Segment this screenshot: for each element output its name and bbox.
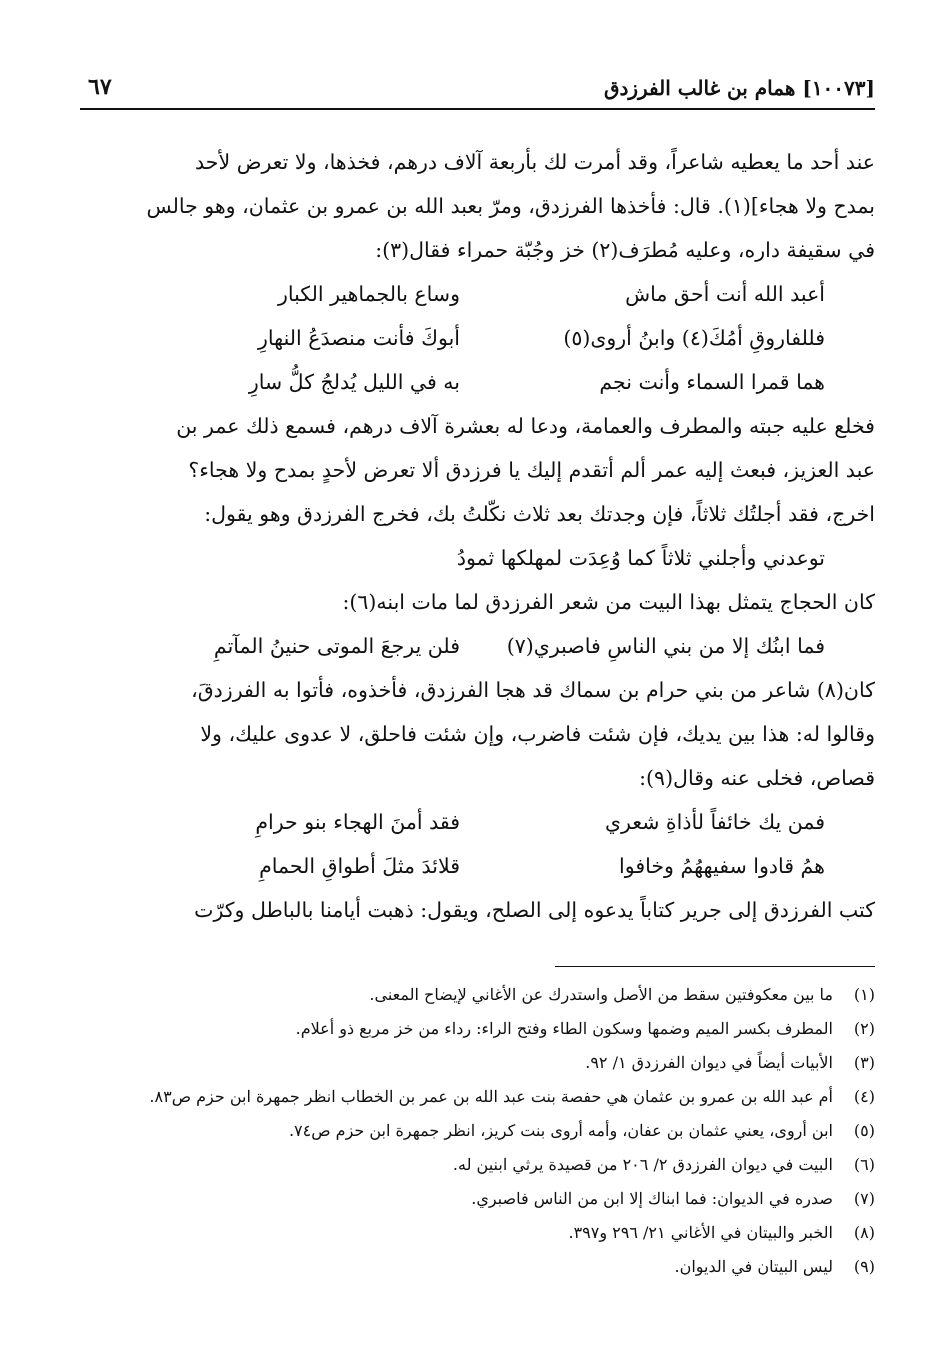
paragraph-line: فخلع عليه جبته والمطرف والعمامة، ودعا له بعشرة آلاف درهم، فسمع ذلك عمر بن bbox=[176, 414, 875, 438]
verse-second-hemistich: أبوكَ فأنت منصدَعُ النهارِ bbox=[258, 326, 460, 350]
running-title: [١٠٠٧٣] همام بن غالب الفرزدق bbox=[603, 76, 875, 100]
verse-second-hemistich: وساع بالجماهير الكبار bbox=[277, 282, 460, 306]
paragraph-line: وقالوا له: هذا بين يديك، فإن شئت فاضرب، وإن شئت فاحلق، لا عدوى عليك، ولا bbox=[200, 722, 875, 746]
footnotes bbox=[75, 978, 875, 1284]
footnote bbox=[75, 1182, 875, 1216]
footnote-number: (٣) bbox=[853, 1053, 875, 1072]
verse-second-hemistich: به في الليل يُدلجُ كلُّ سارِ bbox=[248, 370, 460, 394]
footnote-number: (٥) bbox=[853, 1121, 875, 1140]
footnote bbox=[75, 1148, 875, 1182]
footnote-number: (٤) bbox=[853, 1087, 875, 1106]
footnote-number: (١) bbox=[853, 985, 875, 1004]
verse-second-hemistich: قلائدَ مثلَ أطواقِ الحمامِ bbox=[259, 854, 460, 878]
verse-second-hemistich: فقد أمنَ الهجاء بنو حرامِ bbox=[255, 810, 460, 834]
main-text bbox=[80, 140, 875, 932]
footnote-text: ليس البيتان في الديوان. bbox=[674, 1257, 833, 1276]
verse-line bbox=[80, 272, 875, 316]
footnote-text: المطرف بكسر الميم وضمها وسكون الطاء وفتح الراء: رداء من خز مربع ذو أعلام. bbox=[295, 1019, 833, 1038]
footnote bbox=[75, 1114, 875, 1148]
verse-line bbox=[80, 360, 875, 404]
footnote-text: الأبيات أيضاً في ديوان الفرزدق ١/ ٩٢. bbox=[585, 1053, 833, 1072]
page-number: ٦٧ bbox=[88, 74, 112, 100]
verse-line bbox=[80, 800, 875, 844]
footnote bbox=[75, 1250, 875, 1284]
verse-line: توعدني وأجلني ثلاثاً كما وُعِدَت لمهلكها ثمودُ bbox=[456, 546, 825, 570]
footnote-text: أم عبد الله بن عمرو بن عثمان هي حفصة بنت عبد الله بن عمر بن الخطاب انظر جمهرة ابن حزم ص٨٣. bbox=[149, 1087, 833, 1106]
paragraph-line: في سقيفة داره، وعليه مُطرَف(٢) خز وجُبّة حمراء فقال(٣): bbox=[375, 238, 875, 262]
verse-second-hemistich: فلن يرجعَ الموتى حنينُ المآتمِ bbox=[213, 634, 460, 658]
verse-first-hemistich: فمن يك خائفاً لأذاةِ شعري bbox=[604, 810, 825, 834]
paragraph-line: عند أحد ما يعطيه شاعراً، وقد أمرت لك بأربعة آلاف درهم، فخذها، ولا تعرض لأحد bbox=[195, 150, 875, 174]
paragraph-line: كان(٨) شاعر من بني حرام بن سماك قد هجا الفرزدق، فأخذوه، فأتوا به الفرزدقَ، bbox=[191, 678, 875, 702]
footnote-number: (٨) bbox=[853, 1223, 875, 1242]
footnote-text: البيت في ديوان الفرزدق ٢/ ٢٠٦ من قصيدة يرثي ابنين له. bbox=[452, 1155, 833, 1174]
paragraph-line: كان الحجاج يتمثل بهذا البيت من شعر الفرزدق لما مات ابنه(٦): bbox=[342, 590, 875, 614]
footnote-text: الخبر والبيتان في الأغاني ٢١/ ٢٩٦ و٣٩٧. bbox=[568, 1223, 833, 1242]
verse-first-hemistich: هما قمرا السماء وأنت نجم bbox=[599, 370, 825, 394]
verse-line bbox=[80, 844, 875, 888]
footnote-number: (٩) bbox=[853, 1257, 875, 1276]
verse-line bbox=[80, 624, 875, 668]
footnote-text: ما بين معكوفتين سقط من الأصل واستدرك عن الأغاني لإيضاح المعنى. bbox=[369, 985, 833, 1004]
header-rule bbox=[80, 108, 875, 110]
footnote-separator bbox=[555, 966, 875, 967]
footnote-number: (٦) bbox=[853, 1155, 875, 1174]
footnote bbox=[75, 1216, 875, 1250]
page-header bbox=[80, 70, 875, 110]
verse-first-hemistich: أعبد الله أنت أحق ماش bbox=[625, 282, 825, 306]
footnote bbox=[75, 978, 875, 1012]
footnote bbox=[75, 1080, 875, 1114]
verse-first-hemistich: فللفاروقِ أمُكَ(٤) وابنُ أروى(٥) bbox=[563, 326, 825, 350]
verse-first-hemistich: همُ قادوا سفيههُمُ وخافوا bbox=[619, 854, 825, 878]
paragraph-line: عبد العزيز، فبعث إليه عمر ألم أتقدم إليك يا فرزدق ألا تعرض لأحدٍ بمدح ولا هجاء؟ bbox=[188, 458, 875, 482]
verse-line bbox=[80, 316, 875, 360]
footnote-number: (٢) bbox=[853, 1019, 875, 1038]
footnote bbox=[75, 1046, 875, 1080]
paragraph-line: بمدح ولا هجاء](١). قال: فأخذها الفرزدق، ومرّ بعبد الله بن عمرو بن عثمان، وهو جالس bbox=[146, 194, 875, 218]
paragraph-line: كتب الفرزدق إلى جرير كتاباً يدعوه إلى الصلح، ويقول: ذهبت أيامنا بالباطل وكرّت bbox=[194, 898, 875, 922]
footnote-text: صدره في الديوان: فما ابناك إلا ابن من الناس فاصبري. bbox=[471, 1189, 833, 1208]
paragraph-line: اخرج، فقد أجلتُك ثلاثاً، فإن وجدتك بعد ثلاث نكّلتُ بك، فخرج الفرزدق وهو يقول: bbox=[204, 502, 875, 526]
footnote-text: ابن أروى، يعني عثمان بن عفان، وأمه أروى بنت كريز، انظر جمهرة ابن حزم ص٧٤. bbox=[288, 1121, 833, 1140]
verse-first-hemistich: فما ابنُك إلا من بني الناسِ فاصبري(٧) bbox=[506, 634, 825, 658]
paragraph-line: قصاص، فخلى عنه وقال(٩): bbox=[639, 766, 875, 790]
footnote-number: (٧) bbox=[853, 1189, 875, 1208]
footnote bbox=[75, 1012, 875, 1046]
